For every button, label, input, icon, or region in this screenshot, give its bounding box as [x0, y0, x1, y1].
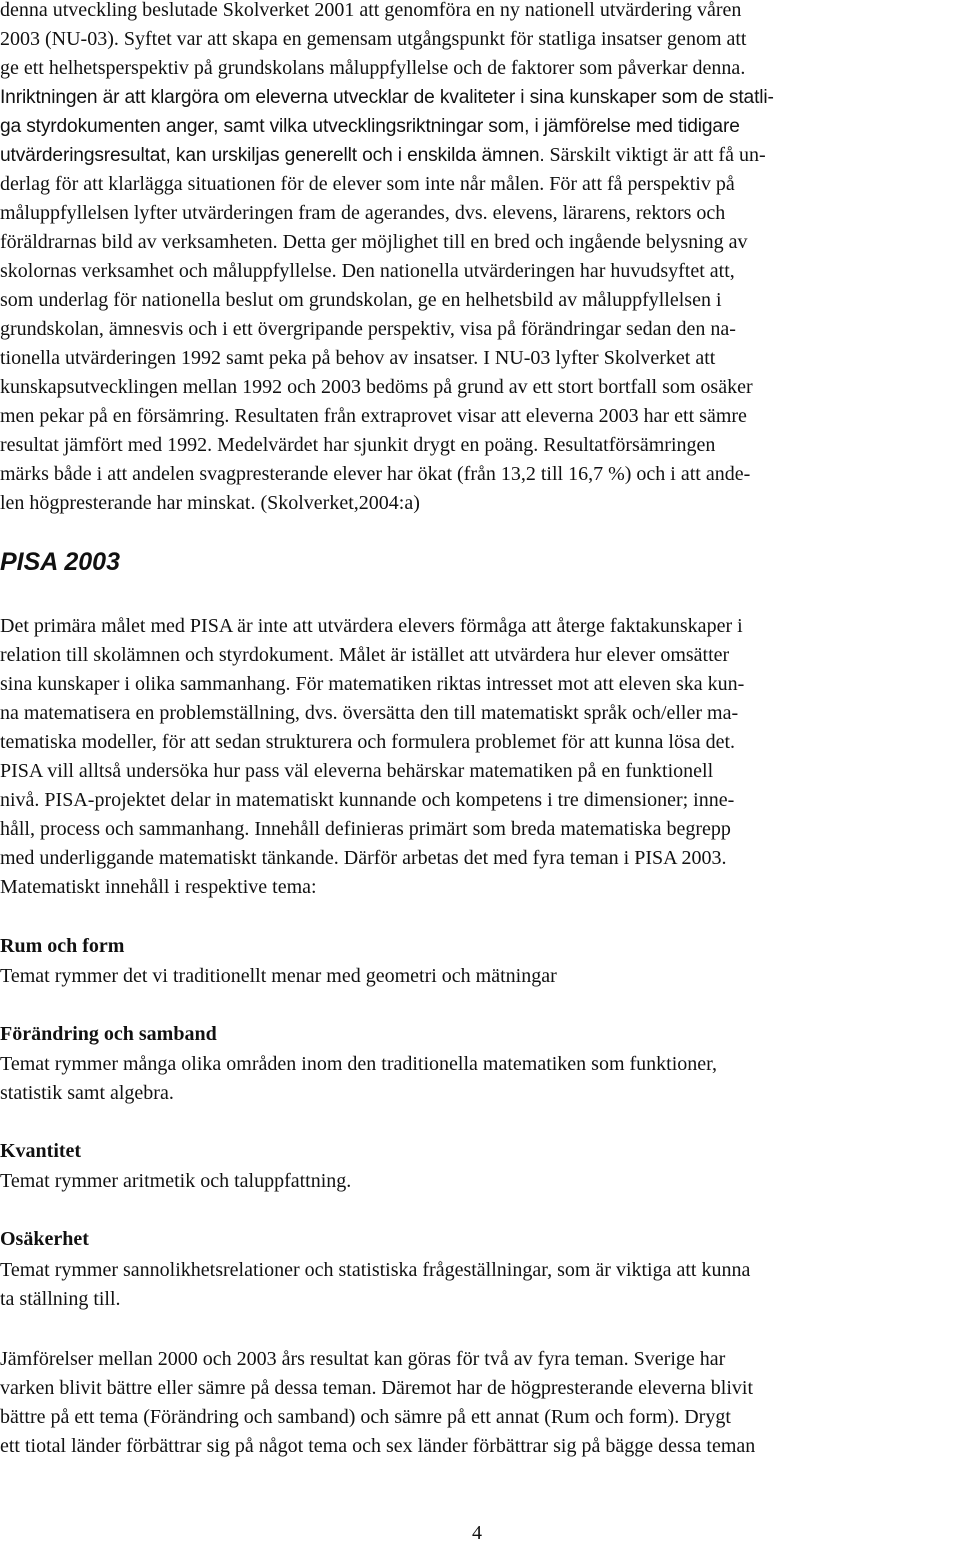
intro-sans-line: Inriktningen är att klargöra om eleverna utvecklar de kvaliteter i sina kunskaper som de statli-: [0, 87, 774, 108]
theme-line: Temat rymmer aritmetik och taluppfattning.: [0, 1170, 352, 1192]
intro-line: derlag för att klarlägga situationen för de elever som inte når målen. För att få perspektiv på: [0, 173, 735, 195]
theme-desc-kvantitet: [0, 1167, 958, 1196]
theme-title-forandring-och-samband: Förändring och samband: [0, 1023, 217, 1045]
intro-line: måluppfyllelsen lyfter utvärderingen fram de agerandes, dvs. elevens, lärarens, rektors och: [0, 202, 726, 224]
theme-desc-osakerhet: [0, 1256, 958, 1314]
intro-line: resultat jämfört med 1992. Medelvärdet har sjunkit drygt en poäng. Resultatförsämringen: [0, 434, 716, 456]
intro-line: len högpresterande har minskat. (Skolverket,2004:a): [0, 492, 420, 514]
closing-line: Jämförelser mellan 2000 och 2003 års resultat kan göras för två av fyra teman. Sverige har: [0, 1348, 726, 1370]
intro-line: som underlag för nationella beslut om grundskolan, ge en helhetsbild av måluppfyllelsen i: [0, 289, 722, 311]
section-line: håll, process och sammanhang. Innehåll definieras primärt som breda matematiska begrepp: [0, 818, 731, 840]
theme-title-osakerhet: Osäkerhet: [0, 1228, 89, 1250]
intro-line: märks både i att andelen svagpresterande elever har ökat (från 13,2 till 16,7 %) och i att ande-: [0, 463, 751, 485]
section-line: sina kunskaper i olika sammanhang. För matematiken riktas intresset mot att eleven ska kun-: [0, 673, 745, 695]
section-line: tematiska modeller, för att sedan strukturera och formulera problemet för att kunna lösa det.: [0, 731, 736, 753]
section-paragraph: [0, 612, 958, 902]
intro-line: denna utveckling beslutade Skolverket 2001 att genomföra en ny nationell utvärdering våren: [0, 0, 742, 21]
theme-line: Temat rymmer många olika områden inom den traditionella matematiken som funktioner,: [0, 1053, 718, 1075]
section-line: med underliggande matematiskt tänkande. Därför arbetas det med fyra teman i PISA 2003.: [0, 847, 727, 869]
section-line: Det primära målet med PISA är inte att utvärdera elevers förmåga att återge faktakunskaper i: [0, 615, 743, 637]
intro-paragraph: [0, 0, 958, 518]
intro-line: skolornas verksamhet och måluppfyllelse. Den nationella utvärderingen har huvudsyftet att,: [0, 260, 735, 282]
closing-line: bättre på ett tema (Förändring och samband) och sämre på ett annat (Rum och form). Drygt: [0, 1406, 731, 1428]
theme-line: ta ställning till.: [0, 1288, 121, 1310]
section-line: na matematisera en problemställning, dvs. översätta den till matematiskt språk och/eller ma-: [0, 702, 739, 724]
theme-title-rum-och-form: Rum och form: [0, 935, 125, 957]
theme-line: Temat rymmer sannolikhetsrelationer och statistiska frågeställningar, som är viktiga att kunna: [0, 1259, 751, 1281]
intro-serif-fragment: Särskilt viktigt är att få un-: [549, 144, 766, 166]
intro-sans-fragment: utvärderingsresultat, kan urskiljas generellt och i enskilda ämnen.: [0, 145, 545, 166]
intro-line: ge ett helhetsperspektiv på grundskolans måluppfyllelse och de faktorer som påverkar denna.: [0, 57, 746, 79]
section-line: PISA vill alltså undersöka hur pass väl eleverna behärskar matematiken på en funktionell: [0, 760, 714, 782]
theme-line: statistik samt algebra.: [0, 1082, 174, 1104]
intro-line: 2003 (NU-03). Syftet var att skapa en gemensam utgångspunkt för statliga insatser genom att: [0, 28, 747, 50]
intro-line: föräldrarnas bild av verksamheten. Detta ger möjlighet till en bred och ingående belysning av: [0, 231, 748, 253]
intro-line: kunskapsutvecklingen mellan 1992 och 2003 bedöms på grund av ett stort bortfall som osäker: [0, 376, 753, 398]
section-line: nivå. PISA-projektet delar in matematiskt kunnande och kompetens i tre dimensioner; inne-: [0, 789, 735, 811]
intro-mixed-line: [0, 141, 958, 170]
closing-line: varken blivit bättre eller sämre på dessa teman. Däremot har de högpresterande eleverna blivit: [0, 1377, 754, 1399]
page-number: 4: [472, 1522, 482, 1544]
theme-line: Temat rymmer det vi traditionellt menar med geometri och mätningar: [0, 965, 557, 987]
section-heading: PISA 2003: [0, 548, 120, 576]
theme-desc-forandring-och-samband: [0, 1050, 958, 1108]
intro-line: grundskolan, ämnesvis och i ett övergripande perspektiv, visa på förändringar sedan den na-: [0, 318, 736, 340]
section-line: Matematiskt innehåll i respektive tema:: [0, 876, 317, 898]
theme-desc-rum-och-form: [0, 962, 958, 991]
intro-line: men pekar på en försämring. Resultaten från extraprovet visar att eleverna 2003 har ett sämre: [0, 405, 747, 427]
theme-title-kvantitet: Kvantitet: [0, 1140, 82, 1162]
closing-paragraph: [0, 1345, 958, 1461]
intro-line: tionella utvärderingen 1992 samt peka på behov av insatser. I NU-03 lyfter Skolverket att: [0, 347, 716, 369]
section-line: relation till skolämnen och styrdokument. Målet är istället att utvärdera hur elever omsätter: [0, 644, 730, 666]
intro-sans-line: ga styrdokumenten anger, samt vilka utvecklingsriktningar som, i jämförelse med tidigare: [0, 116, 740, 137]
closing-line: ett tiotal länder förbättrar sig på något tema och sex länder förbättrar sig på bägge dessa teman: [0, 1435, 756, 1457]
